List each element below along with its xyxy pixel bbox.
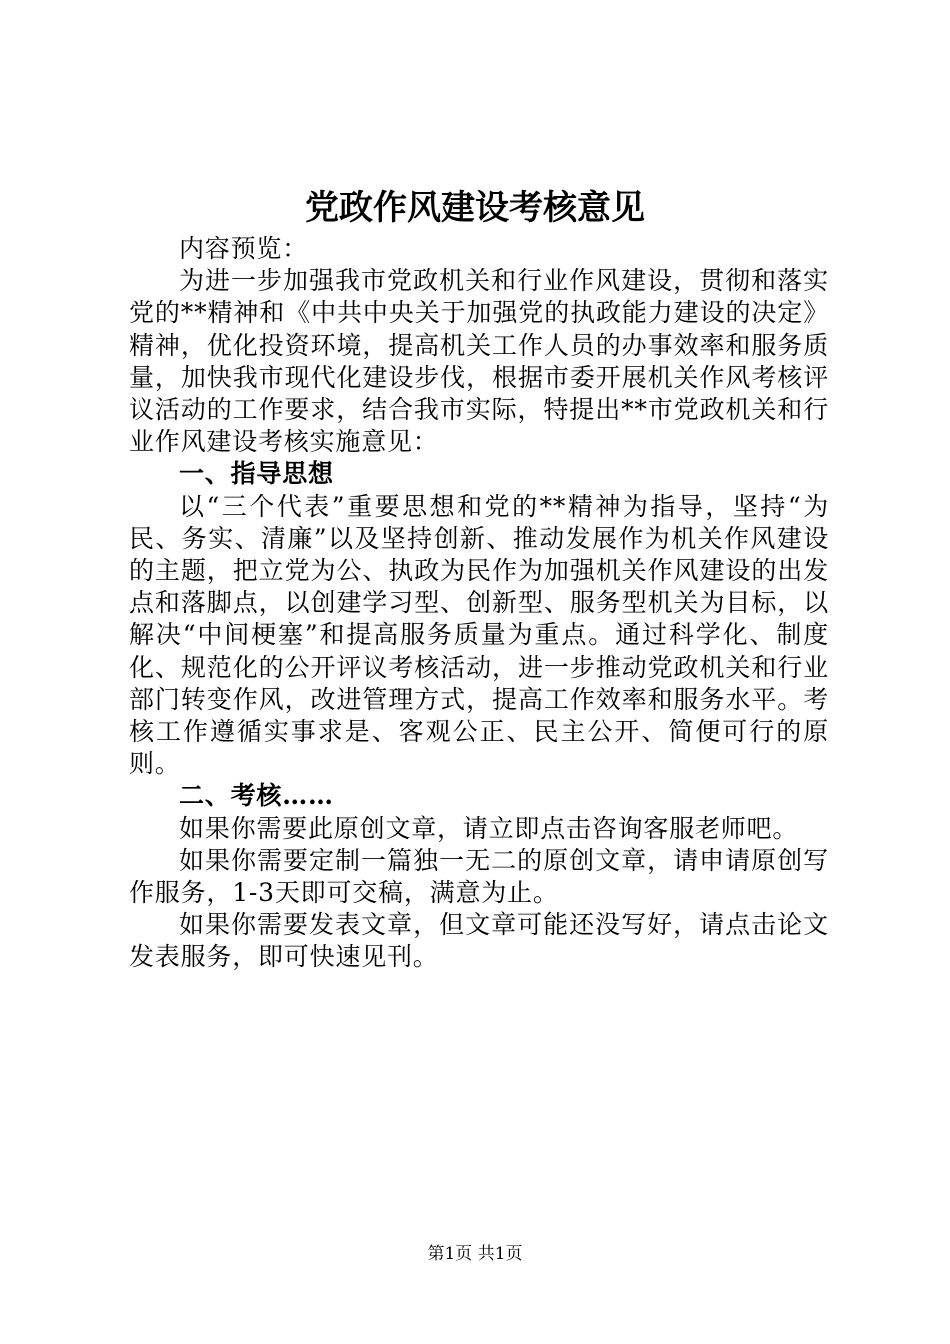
document-body	[129, 233, 829, 974]
notice-consult-link[interactable]: 如果你需要此原创文章，请立即点击咨询客服老师吧。	[179, 813, 799, 843]
section-heading-assessment: 二、考核……	[179, 781, 334, 811]
notice-custom-writing-link[interactable]: 如果你需要定制一篇独一无二的原创文章，请申请原创写作服务，1-3天即可交稿，满意为止。	[129, 845, 829, 908]
page-title: 党政作风建设考核意见	[305, 188, 645, 228]
intro-paragraph: 为进一步加强我市党政机关和行业作风建设，贯彻和落实党的**精神和《中共中央关于加强党的执政能力建设的决定》精神，优化投资环境，提高机关工作人员的办事效率和服务质量，加快我市现代化建设步伐，根据市委开展机关作风考核评议活动的工作要求，结合我市实际，特提出**市党政机关和行业作风建设考核实施意见：	[129, 266, 829, 457]
preview-label: 内容预览：	[179, 234, 309, 263]
section-heading-guiding-thought: 一、指导思想	[179, 459, 334, 489]
page-footer: 第1页 共1页	[427, 1244, 523, 1264]
section-paragraph-guiding-thought: 以“三个代表”重要思想和党的**精神为指导，坚持“为民、务实、清廉”以及坚持创新、推动发展作为机关作风建设的主题，把立党为公、执政为民作为加强机关作风建设的出发点和落脚点，以创建学习型、创新型、服务型机关为目标，以解决“中间梗塞”和提高服务质量为重点。通过科学化、制度化、规范化的公开评议考核活动，进一步推动党政机关和行业部门转变作风，改进管理方式，提高工作效率和服务水平。考核工作遵循实事求是、客观公正、民主公开、简便可行的原则。	[129, 491, 829, 779]
notice-publication-link[interactable]: 如果你需要发表文章，但文章可能还没写好，请点击论文发表服务，即可快速见刊。	[129, 910, 829, 972]
